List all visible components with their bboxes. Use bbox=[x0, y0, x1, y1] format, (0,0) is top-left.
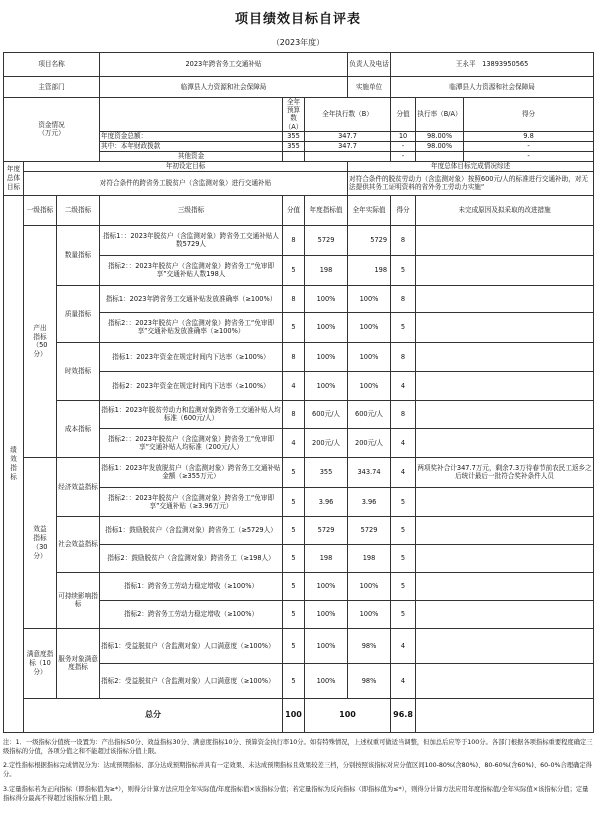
indicator-row bbox=[4, 400, 594, 428]
indicator-plan: 100% bbox=[305, 371, 348, 400]
indicator-score: 8 bbox=[283, 225, 305, 255]
indicator-reason bbox=[416, 487, 594, 516]
indicator-get: 8 bbox=[391, 342, 416, 371]
indicator-get: 4 bbox=[391, 663, 416, 698]
indicator-reason bbox=[416, 400, 594, 428]
indicator-actual: 343.74 bbox=[348, 457, 391, 487]
indicator-plan: 355 bbox=[305, 457, 348, 487]
indicator-plan: 200元/人 bbox=[305, 428, 348, 457]
indicator-name: 指标2：跨省务工劳动力稳定增收（≥100%） bbox=[100, 600, 283, 628]
indicator-get: 4 bbox=[391, 628, 416, 663]
l2-social: 社会效益指标 bbox=[57, 516, 100, 572]
indicator-actual: 98% bbox=[348, 628, 391, 663]
indicator-plan: 100% bbox=[305, 572, 348, 600]
funds-row-exec bbox=[305, 151, 391, 161]
head-score: 分值 bbox=[283, 195, 305, 225]
indicator-actual: 200元/人 bbox=[348, 428, 391, 457]
total-actual: 100 bbox=[305, 698, 391, 732]
indicator-row bbox=[4, 285, 594, 312]
funds-row-get: 9.8 bbox=[464, 131, 594, 141]
indicator-plan: 5729 bbox=[305, 225, 348, 255]
funds-row-rate: 98.00% bbox=[416, 131, 464, 141]
funds-row-rate bbox=[416, 151, 464, 161]
indicator-get: 5 bbox=[391, 312, 416, 342]
indicator-actual: 98% bbox=[348, 663, 391, 698]
indicator-get: 4 bbox=[391, 371, 416, 400]
indicator-get: 5 bbox=[391, 255, 416, 285]
l2-cost: 成本指标 bbox=[57, 400, 100, 457]
funds-row-label: 其中：本年财政拨款 bbox=[100, 141, 283, 151]
indicator-name: 指标2：受益脱贫户（含监测对象）人口满意度（≥100%） bbox=[100, 663, 283, 698]
owner-label: 负责人及电话 bbox=[348, 53, 391, 77]
indicator-get: 8 bbox=[391, 285, 416, 312]
indicator-get: 4 bbox=[391, 457, 416, 487]
goal-plan-head: 年初设定目标 bbox=[24, 161, 348, 171]
indicator-actual: 100% bbox=[348, 342, 391, 371]
indicator-get: 8 bbox=[391, 400, 416, 428]
funds-row-plan bbox=[283, 151, 305, 161]
note-2: 2.定性指标根据指标完成情况分为：达成预期指标、部分达成预期指标并具有一定效果、未达成预期指标且效果较差三档，分别按照该指标对应分值区间100-80%(含80%)、80-60%(含60%)、60-0%合理确定得分。 bbox=[3, 762, 592, 779]
indicator-reason bbox=[416, 255, 594, 285]
indicator-actual: 100% bbox=[348, 600, 391, 628]
goal-done: 对符合条件的脱贫劳动力（含监测对象）按照600元/人的标准进行交通补助，对无法提供其务工证明资料的省外务工劳动力实施“ bbox=[348, 171, 594, 195]
funds-col-get: 得分 bbox=[464, 98, 594, 132]
funds-col-plan: 全年预算数（A） bbox=[283, 98, 305, 132]
indicator-score: 4 bbox=[283, 371, 305, 400]
note-3: 3.定量指标若为正向指标（即指标值为≥*），则得分计算方法应用全年实际值/年度指标值×该指标分值；若定量指标为反向指标（即指标值为≤*），则得分计算方法应用年度指标值/全年实际值×该指标分值；定量指标得分最高不得超过该指标分值上限。 bbox=[3, 785, 589, 802]
indicator-score: 5 bbox=[283, 516, 305, 544]
indicator-plan: 100% bbox=[305, 663, 348, 698]
head-reason: 未完成原因及拟采取的改进措施 bbox=[416, 195, 594, 225]
indicator-plan: 100% bbox=[305, 312, 348, 342]
indicator-reason bbox=[416, 312, 594, 342]
indicator-score: 5 bbox=[283, 663, 305, 698]
project-name-value: 2023年跨省务工交通补贴 bbox=[100, 53, 348, 77]
indicator-reason bbox=[416, 516, 594, 544]
indicator-score: 5 bbox=[283, 457, 305, 487]
indicator-plan: 100% bbox=[305, 342, 348, 371]
head-l3: 三级指标 bbox=[100, 195, 283, 225]
indicator-get: 5 bbox=[391, 600, 416, 628]
funds-row-exec: 347.7 bbox=[305, 141, 391, 151]
indicator-name: 指标1：2023年脱贫劳动力和监测对象跨省务工交通补贴人均标准（600元/人） bbox=[100, 400, 283, 428]
indicator-actual: 198 bbox=[348, 255, 391, 285]
indicator-actual: 100% bbox=[348, 312, 391, 342]
indicator-reason bbox=[416, 600, 594, 628]
indicator-reason bbox=[416, 371, 594, 400]
funds-row-score: - bbox=[391, 141, 416, 151]
indicator-name: 指标1：2023年发放脱贫户（含监测对象）跨省务工交通补贴金额（≥355万元） bbox=[100, 457, 283, 487]
head-l2: 二级指标 bbox=[57, 195, 100, 225]
indicator-get: 4 bbox=[391, 428, 416, 457]
indicator-plan: 100% bbox=[305, 600, 348, 628]
form-title: 项目绩效目标自评表 bbox=[234, 12, 361, 27]
indicator-actual: 198 bbox=[348, 544, 391, 572]
l2-quality: 质量指标 bbox=[57, 285, 100, 342]
indicator-reason bbox=[416, 285, 594, 312]
total-reason bbox=[416, 698, 594, 732]
indicator-get: 5 bbox=[391, 487, 416, 516]
funds-row-score: 10 bbox=[391, 131, 416, 141]
l2-sustain: 可持续影响指标 bbox=[57, 572, 100, 628]
impl-label: 实施单位 bbox=[348, 77, 391, 98]
l2-timeliness: 时效指标 bbox=[57, 342, 100, 400]
funds-row-exec: 347.7 bbox=[305, 131, 391, 141]
project-name-label: 项目名称 bbox=[4, 53, 100, 77]
indicator-row bbox=[4, 572, 594, 600]
indicator-row bbox=[4, 342, 594, 371]
head-l1: 一级指标 bbox=[24, 195, 57, 225]
indicator-reason bbox=[416, 628, 594, 663]
goal-done-head: 年度总体目标完成情况综述 bbox=[348, 161, 594, 171]
indicator-score: 4 bbox=[283, 428, 305, 457]
indicator-get: 8 bbox=[391, 225, 416, 255]
impl-value: 临潭县人力资源和社会保障局 bbox=[391, 77, 594, 98]
funds-row-plan: 355 bbox=[283, 141, 305, 151]
performance-side-label: 绩效指标 bbox=[4, 195, 24, 732]
l1-output: 产出指标（50分） bbox=[24, 225, 57, 457]
funds-header-row bbox=[4, 98, 594, 132]
indicator-actual: 5729 bbox=[348, 225, 391, 255]
indicator-name: 指标2：鼓励脱贫户（含监测对象）跨省务工（≥198人） bbox=[100, 544, 283, 572]
indicator-score: 8 bbox=[283, 285, 305, 312]
indicator-row bbox=[4, 628, 594, 663]
form-year: （2023年度） bbox=[271, 38, 325, 47]
indicator-score: 8 bbox=[283, 400, 305, 428]
goal-plan: 对符合条件的跨省务工脱贫户（含监测对象）进行交通补贴 bbox=[24, 171, 348, 195]
department-row bbox=[4, 77, 594, 98]
indicator-name: 指标2：2023年资金在规定时间内下达率（≥100%） bbox=[100, 371, 283, 400]
indicator-actual: 100% bbox=[348, 371, 391, 400]
head-get: 得分 bbox=[391, 195, 416, 225]
indicator-name: 指标2：：2023年脱贫户（含监测对象）跨省务工“免审即享”交通补贴人均标准（200元/人） bbox=[100, 428, 283, 457]
indicator-plan: 100% bbox=[305, 285, 348, 312]
funds-row-get: - bbox=[464, 141, 594, 151]
note-1: 注：1．一级指标分值统一设置为：产出指标50分、效益指标30分、满意度指标10分、预算资金执行率10分。如有特殊情况，上述权重可做适当调整，但加总后应等于100分。各部门根据各项指标重要程度确定三级指标的分值，各项分值之和不能超过该指标分值上限。 bbox=[3, 739, 593, 756]
indicator-score: 5 bbox=[283, 312, 305, 342]
indicator-score: 5 bbox=[283, 600, 305, 628]
dept-value: 临潭县人力资源和社会保障局 bbox=[100, 77, 348, 98]
funds-label: 资金情况 （万元） bbox=[4, 98, 100, 162]
indicator-name: 指标2：：2023年脱贫户（含监测对象）跨省务工“免审即享”交通补贴人数198人 bbox=[100, 255, 283, 285]
indicator-plan: 100% bbox=[305, 628, 348, 663]
l1-satisfy: 满意度指标（10分） bbox=[24, 628, 57, 698]
goal-label: 年度总体目标 bbox=[4, 161, 24, 195]
indicator-score: 5 bbox=[283, 255, 305, 285]
indicator-score: 5 bbox=[283, 544, 305, 572]
goal-content-row bbox=[4, 171, 594, 195]
indicator-score: 5 bbox=[283, 487, 305, 516]
total-score: 100 bbox=[283, 698, 305, 732]
funds-col-exec: 全年执行数（B） bbox=[305, 98, 391, 132]
indicator-reason bbox=[416, 225, 594, 255]
indicator-reason bbox=[416, 544, 594, 572]
indicator-row bbox=[4, 457, 594, 487]
project-name-row bbox=[4, 53, 594, 77]
evaluation-table bbox=[3, 52, 594, 733]
notes bbox=[3, 738, 593, 808]
indicator-score: 5 bbox=[283, 628, 305, 663]
indicator-plan: 600元/人 bbox=[305, 400, 348, 428]
indicator-score: 5 bbox=[283, 572, 305, 600]
goal-header-row bbox=[4, 161, 594, 171]
indicator-name: 指标2：：2023年脱贫户（含监测对象）跨省务工“免审即享”交通补贴（≥3.96万元） bbox=[100, 487, 283, 516]
indicator-name: 指标1：2023年资金在规定时间内下达率（≥100%） bbox=[100, 342, 283, 371]
head-plan: 年度指标值 bbox=[305, 195, 348, 225]
l2-service: 服务对象满意度指标 bbox=[57, 628, 100, 698]
l2-economic: 经济效益指标 bbox=[57, 457, 100, 516]
funds-row-plan: 355 bbox=[283, 131, 305, 141]
indicator-name: 指标1：鼓励脱贫户（含监测对象）跨省务工（≥5729人） bbox=[100, 516, 283, 544]
funds-row-score: - bbox=[391, 151, 416, 161]
indicator-name: 指标1：跨省务工劳动力稳定增收（≥100%） bbox=[100, 572, 283, 600]
indicator-plan: 5729 bbox=[305, 516, 348, 544]
indicator-reason bbox=[416, 342, 594, 371]
indicator-get: 5 bbox=[391, 572, 416, 600]
indicator-actual: 3.96 bbox=[348, 487, 391, 516]
funds-col-score: 分值 bbox=[391, 98, 416, 132]
indicator-get: 5 bbox=[391, 516, 416, 544]
dept-label: 主管部门 bbox=[4, 77, 100, 98]
indicator-plan: 198 bbox=[305, 544, 348, 572]
indicator-name: 指标1：2023年跨省务工交通补贴发放准确率（≥100%） bbox=[100, 285, 283, 312]
head-actual: 全年实际值 bbox=[348, 195, 391, 225]
indicator-row bbox=[4, 516, 594, 544]
funds-row-get: - bbox=[464, 151, 594, 161]
total-get: 96.8 bbox=[391, 698, 416, 732]
indicator-plan: 3.96 bbox=[305, 487, 348, 516]
indicator-actual: 600元/人 bbox=[348, 400, 391, 428]
indicator-score: 8 bbox=[283, 342, 305, 371]
funds-row-label: 年度资金总额： bbox=[100, 131, 283, 141]
indicator-reason bbox=[416, 428, 594, 457]
indicator-actual: 100% bbox=[348, 572, 391, 600]
funds-blank-cell bbox=[100, 98, 283, 132]
total-row bbox=[4, 698, 594, 732]
indicator-name: 指标1：：2023年脱贫户（含监测对象）跨省务工交通补贴人数5729人 bbox=[100, 225, 283, 255]
indicator-reason: 两项奖补合计347.7万元，剩余7.3万待春节前农民工返乡之后统计最后一批符合奖补条件人员 bbox=[416, 457, 594, 487]
indicator-row bbox=[4, 225, 594, 255]
indicator-reason bbox=[416, 663, 594, 698]
indicator-reason bbox=[416, 572, 594, 600]
total-label: 总分 bbox=[24, 698, 283, 732]
indicator-get: 5 bbox=[391, 544, 416, 572]
indicator-name: 指标2：：2023年脱贫户（含监测对象）跨省务工“免审即享”交通补贴发放准确率（≥100%） bbox=[100, 312, 283, 342]
funds-col-rate: 执行率（B/A） bbox=[416, 98, 464, 132]
indicator-actual: 100% bbox=[348, 285, 391, 312]
indicator-header-row bbox=[4, 195, 594, 225]
l1-effect: 效益指标（30分） bbox=[24, 457, 57, 628]
indicator-name: 指标1：受益脱贫户（含监测对象）人口满意度（≥100%） bbox=[100, 628, 283, 663]
indicator-plan: 198 bbox=[305, 255, 348, 285]
indicator-actual: 5729 bbox=[348, 516, 391, 544]
l2-quantity: 数量指标 bbox=[57, 225, 100, 285]
funds-row-label: 其他资金 bbox=[100, 151, 283, 161]
owner-value: 王永平 13893950565 bbox=[391, 53, 594, 77]
funds-row-rate: 98.00% bbox=[416, 141, 464, 151]
